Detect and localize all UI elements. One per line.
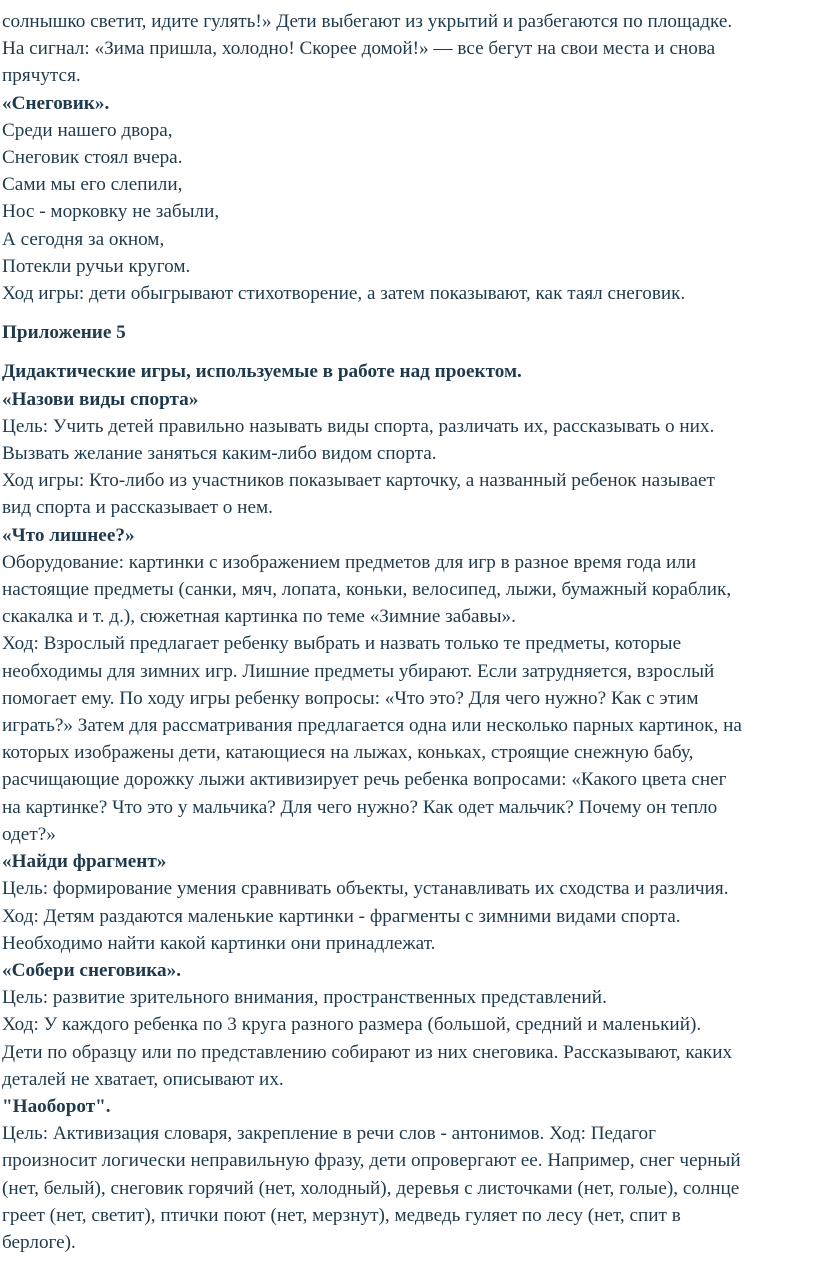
text-line: Ход: Детям раздаются маленькие картинки - фрагменты с зимними видами спорта. [2,905,681,927]
poem-line: Нос - морковку не забыли, [2,201,220,223]
text-line: одет?» [2,823,56,845]
text-line: Цель: развитие зрительного внимания, пространственных представлений. [2,987,607,1009]
text-line: играть?» Затем для рассматривания предлагается одна или несколько парных картинок, на [2,715,742,737]
poem-line: Потекли ручьи кругом. [2,255,191,277]
text-line: Ход игры: Кто-либо из участников показывает карточку, а названный ребенок называет [2,470,715,492]
text-line: Цель: Активизация словаря, закрепление в речи слов - антонимов. Ход: Педагог [2,1123,656,1145]
text-line: прячутся. [2,65,81,87]
text-line: солнышко светит, идите гулять!» Дети выбегают из укрытий и разбегаются по площадке. [2,11,733,32]
poem-line: А сегодня за окном, [2,228,165,250]
text-line: необходимы для зимних игр. Лишние предметы убирают. Если затрудняется, взрослый [2,660,715,682]
text-line: которых изображены дети, катающиеся на лыжах, коньках, строящие снежную бабу, [2,742,694,764]
text-line: Ход: У каждого ребенка по 3 круга разного размера (большой, средний и маленький). [2,1014,702,1036]
text-line: Ход игры: дети обыгрывают стихотворение, а затем показывают, как таял снеговик. [2,283,686,305]
game-title-snowman: «Снеговик». [2,92,110,114]
text-line: На сигнал: «Зима пришла, холодно! Скорее домой!» — все бегут на свои места и снова [2,38,716,60]
text-line: на картинке? Что это у мальчика? Для чего нужно? Как одет мальчик? Почему он тепло [2,796,718,818]
text-line: Ход: Взрослый предлагает ребенку выбрать и назвать только те предметы, которые [2,633,682,655]
poem-line: Снеговик стоял вчера. [2,147,183,169]
text-line: (нет, белый), снеговик горячий (нет, холодный), деревья с листочками (нет, голые), солнце [2,1177,740,1199]
game-title-odd-one-out: «Что лишнее?» [2,524,135,546]
text-line: помогает ему. По ходу игры ребенку вопросы: «Что это? Для чего нужно? Как с этим [2,687,699,709]
text-line: расчищающие дорожку лыжи активизирует речь ребенка вопросами: «Какого цвета снег [2,769,727,791]
appendix-heading: Приложение 5 [2,322,126,344]
text-line: произносит логически неправильную фразу, дети опровергают ее. Например, снег черный [2,1150,741,1172]
text-line: Вызвать желание заняться каким-либо видом спорта. [2,443,437,465]
game-title-build-snowman: «Собери снеговика». [2,959,182,981]
text-line: вид спорта и рассказывает о нем. [2,497,273,519]
game-title-sports: «Назови виды спорта» [2,388,199,410]
poem-line: Среди нашего двора, [2,119,173,141]
text-line: деталей не хватает, описывают их. [2,1068,284,1090]
poem-line: Сами мы его слепили, [2,174,183,196]
game-title-find-fragment: «Найди фрагмент» [2,851,167,873]
text-line: греет (нет, светит), птички поют (нет, мерзнут), медведь гуляет по лесу (нет, спит в [2,1204,681,1226]
section-heading: Дидактические игры, используемые в работе над проектом. [2,361,522,383]
game-title-opposite: "Наоборот". [2,1095,111,1117]
text-line: Цель: формирование умения сравнивать объекты, устанавливать их сходства и различия. [2,878,729,900]
text-line: Необходимо найти какой картинки они принадлежат. [2,932,436,954]
text-line: настоящие предметы (санки, мяч, лопата, коньки, велосипед, лыжи, бумажный кораблик, [2,579,732,601]
text-line: Дети по образцу или по представлению собирают из них снеговика. Рассказывают, каких [2,1041,733,1063]
text-line: берлоге). [2,1231,76,1253]
text-line: скакалка и т. д.), сюжетная картинка по теме «Зимние забавы». [2,606,516,628]
text-line: Цель: Учить детей правильно называть виды спорта, различать их, рассказывать о них. [2,415,715,437]
text-line: Оборудование: картинки с изображением предметов для игр в разное время года или [2,551,697,573]
